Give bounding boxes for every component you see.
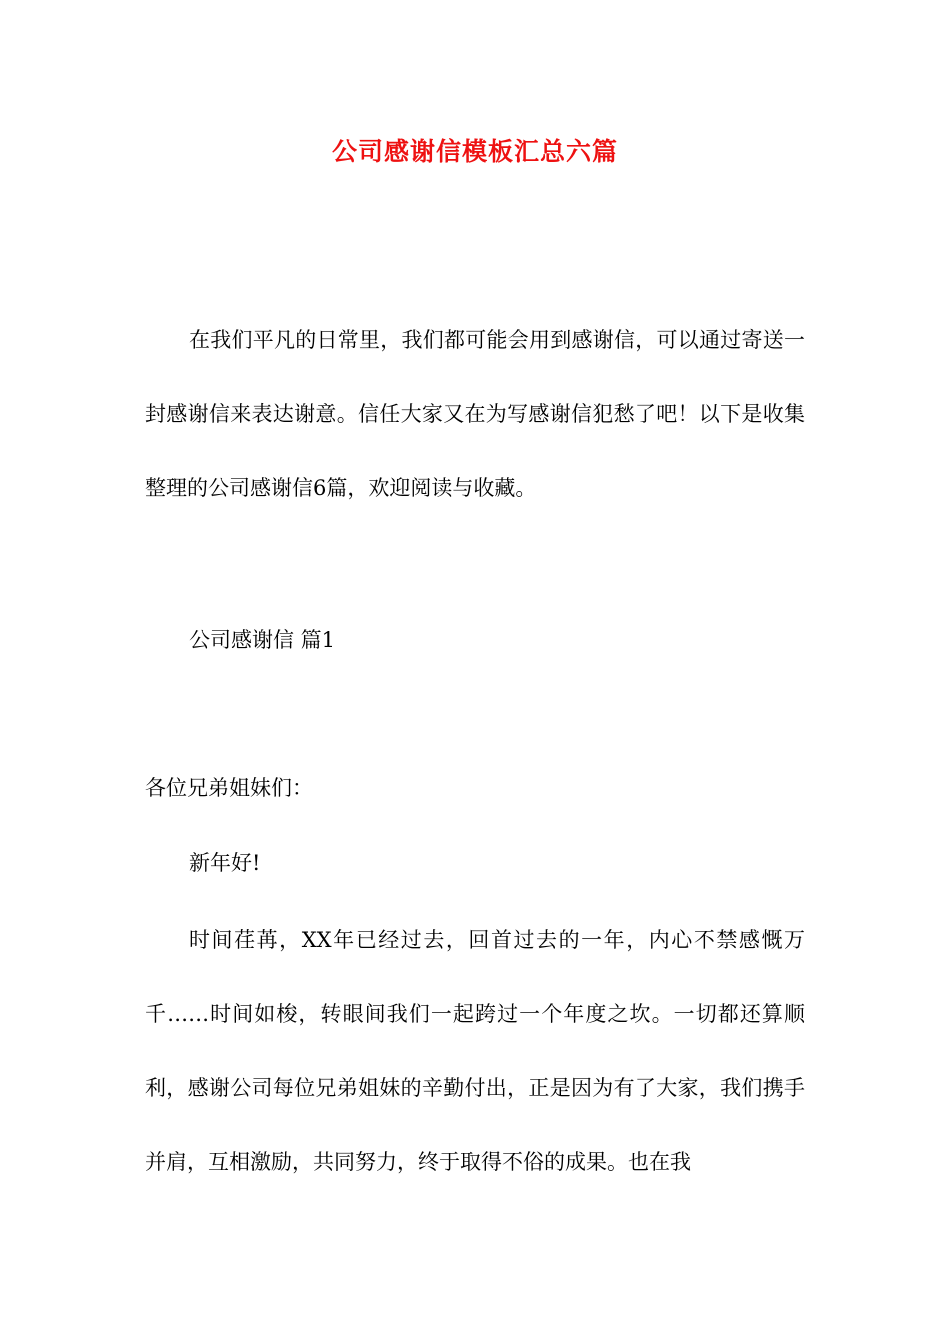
greeting: 新年好! xyxy=(189,851,261,875)
body-paragraph: 时间荏苒，XX年已经过去，回首过去的一年，内心不禁感慨万千……时间如梭，转眼间我们一起跨过一个年度之坎。一切都还算顺利，感谢公司每位兄弟姐妹的辛勤付出，正是因为有了大家，我们携手并肩，互相激励，共同努力，终于取得不俗的成果。也在我 xyxy=(145,928,805,1174)
intro-paragraph: 在我们平凡的日常里，我们都可能会用到感谢信，可以通过寄送一封感谢信来表达谢意。信任大家又在为写感谢信犯愁了吧！以下是收集整理的公司感谢信6篇，欢迎阅读与收藏。 xyxy=(145,328,805,500)
section-heading: 公司感谢信 篇1 xyxy=(189,628,336,652)
document-title: 公司感谢信模板汇总六篇 xyxy=(331,137,618,166)
salutation: 各位兄弟姐妹们： xyxy=(145,776,313,800)
